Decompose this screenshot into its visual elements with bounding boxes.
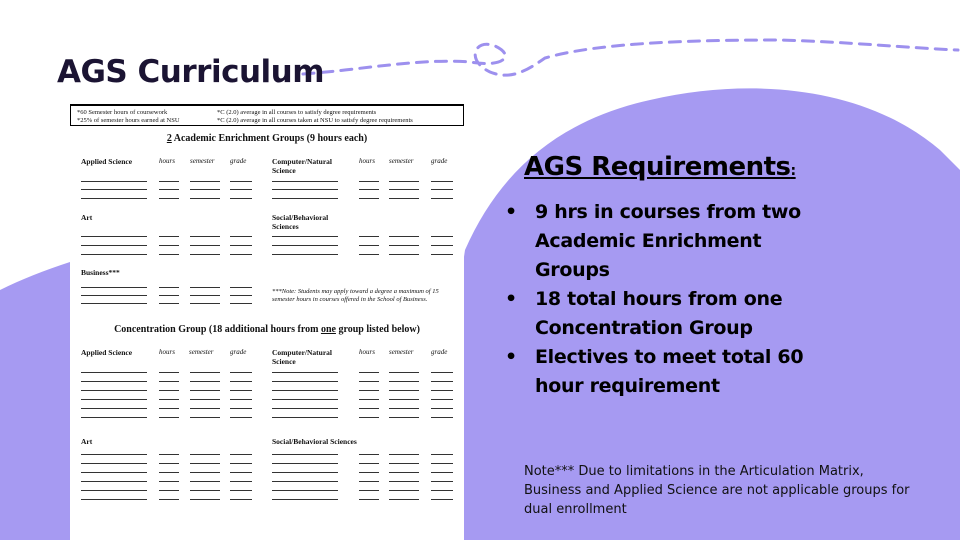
blank-line [159,189,179,190]
bullet-icon: • [505,346,517,368]
blank-line [81,189,147,190]
blank-line [389,372,419,373]
col-grade-3: grade [230,348,247,356]
blank-line [272,245,338,246]
blank-line [272,181,338,182]
blank-line [81,245,147,246]
blank-line [230,372,252,373]
blank-line [389,481,419,482]
blank-line [359,463,379,464]
blank-line [272,454,338,455]
blank-line [272,372,338,373]
blank-line [190,287,220,288]
blank-line [190,295,220,296]
blank-line [431,463,453,464]
enrichment-heading: 2 Academic Enrichment Groups (9 hours each) [166,133,368,144]
col-grade-4: grade [431,348,448,356]
blank-line [81,303,147,304]
blank-line [190,481,220,482]
blank-line [230,181,252,182]
blank-line [159,381,179,382]
blank-line [81,408,147,409]
blank-line [359,236,379,237]
blank-line [159,198,179,199]
blank-line [359,490,379,491]
blank-line [431,490,453,491]
blank-line [230,254,252,255]
blank-line [190,381,220,382]
blank-line [190,399,220,400]
blank-line [272,490,338,491]
blank-line [230,245,252,246]
blank-line [81,198,147,199]
blank-line [272,481,338,482]
blank-line [389,390,419,391]
blank-line [190,236,220,237]
blank-line [230,390,252,391]
blank-line [389,408,419,409]
blank-line [389,181,419,182]
blank-line [190,303,220,304]
blank-line [81,287,147,288]
blank-line [190,454,220,455]
col-semester-3: semester [189,348,214,356]
blank-line [431,399,453,400]
blank-line [359,454,379,455]
blank-line [159,417,179,418]
blank-line [431,481,453,482]
col-hours-3: hours [159,348,175,356]
blank-line [190,408,220,409]
blank-line [190,463,220,464]
bullet-icon: • [505,201,517,223]
blank-line [431,417,453,418]
blank-line [389,417,419,418]
blank-line [272,381,338,382]
blank-line [389,399,419,400]
blank-line [359,399,379,400]
blank-line [230,481,252,482]
blank-line [272,417,338,418]
blank-line [190,499,220,500]
blank-line [389,472,419,473]
blank-line [81,390,147,391]
col-grade-2: grade [431,157,448,165]
blank-line [81,454,147,455]
blank-line [230,417,252,418]
blank-line [359,372,379,373]
blank-line [272,472,338,473]
blank-line [431,408,453,409]
blank-line [359,390,379,391]
blank-line [431,236,453,237]
req-coursework: *60 Semester hours of coursework [77,109,168,116]
blank-line [272,198,338,199]
blank-line [359,417,379,418]
blank-line [190,181,220,182]
blank-line [159,463,179,464]
col-hours-4: hours [359,348,375,356]
blank-line [389,490,419,491]
blank-line [230,198,252,199]
blank-line [272,236,338,237]
blank-line [389,245,419,246]
blank-line [230,472,252,473]
requirements-list [505,198,835,401]
blank-line [230,408,252,409]
blank-line [190,198,220,199]
blank-line [272,463,338,464]
blank-line [230,295,252,296]
blank-line [190,472,220,473]
curriculum-form-image [70,104,464,540]
blank-line [431,181,453,182]
blank-line [230,463,252,464]
blank-line [159,454,179,455]
applied-science-label: Applied Science [81,157,133,166]
blank-line [190,254,220,255]
blank-line [359,254,379,255]
blank-line [159,295,179,296]
blank-line [359,472,379,473]
requirements-title: AGS Requirements: [524,152,796,182]
blank-line [389,236,419,237]
col-grade: grade [230,157,247,165]
blank-line [359,481,379,482]
blank-line [159,390,179,391]
requirement-item: • 9 hrs in courses from two Academic Enrichment Groups [505,198,835,285]
blank-line [389,499,419,500]
blank-line [81,254,147,255]
blank-line [389,198,419,199]
requirement-item: • 18 total hours from one Concentration Group [505,285,835,343]
blank-line [190,390,220,391]
blank-line [159,399,179,400]
col-semester-4: semester [389,348,414,356]
blank-line [431,472,453,473]
blank-line [230,303,252,304]
blank-line [81,499,147,500]
req-average-nsu: *C (2.0) average in all courses taken at NSU to satisfy degree requirements [217,117,413,124]
blank-line [272,189,338,190]
blank-line [190,417,220,418]
blank-line [431,254,453,255]
blank-line [159,372,179,373]
blank-line [359,499,379,500]
blank-line [159,490,179,491]
blank-line [190,245,220,246]
blank-line [81,372,147,373]
blank-line [389,454,419,455]
blank-line [272,399,338,400]
req-average-all: *C (2.0) average in all courses to satisfy degree requirements [217,109,377,116]
blank-line [81,490,147,491]
blank-line [272,499,338,500]
blank-line [389,463,419,464]
col-semester-2: semester [389,157,414,165]
blank-line [230,454,252,455]
blank-line [272,254,338,255]
blank-line [159,408,179,409]
form-requirements-header [70,104,464,126]
col-hours-2: hours [359,157,375,165]
blank-line [81,381,147,382]
blank-line [159,481,179,482]
computer-natural-label: Computer/Natural Science [272,157,332,175]
business-note: ***Note: Students may apply toward a degree a maximum of 15 semester hours in courses offered in the School of Business. [272,288,439,303]
applied-science-label-2: Applied Science [81,348,133,357]
blank-line [359,181,379,182]
blank-line [431,372,453,373]
blank-line [359,245,379,246]
business-label: Business*** [81,268,120,277]
slide-title: AGS Curriculum [57,54,325,90]
dashed-squiggle [303,40,958,75]
blank-line [159,303,179,304]
bullet-icon: • [505,288,517,310]
blank-line [190,372,220,373]
purple-blob-left [0,262,70,540]
art-label: Art [81,213,93,222]
social-behavioral-label-2: Social/Behavioral Sciences [272,437,357,446]
blank-line [190,189,220,190]
blank-line [272,390,338,391]
blank-line [431,189,453,190]
blank-line [359,198,379,199]
blank-line [359,381,379,382]
blank-line [81,472,147,473]
blank-line [159,254,179,255]
blank-line [389,381,419,382]
blank-line [230,236,252,237]
blank-line [81,463,147,464]
blank-line [230,287,252,288]
blank-line [81,399,147,400]
blank-line [230,381,252,382]
blank-line [431,381,453,382]
req-nsu-hours: *25% of semester hours earned at NSU [77,117,180,124]
blank-line [81,295,147,296]
concentration-heading: Concentration Group (18 additional hours from one group listed below) [114,324,420,335]
blank-line [359,408,379,409]
blank-line [81,181,147,182]
blank-line [81,236,147,237]
col-semester: semester [190,157,215,165]
blank-line [230,490,252,491]
blank-line [230,189,252,190]
requirement-item: • Electives to meet total 60 hour requirement [505,343,835,401]
blank-line [389,254,419,255]
blank-line [431,499,453,500]
blank-line [159,472,179,473]
blank-line [159,236,179,237]
social-behavioral-label: Social/Behavioral Sciences [272,213,329,231]
blank-line [159,287,179,288]
blank-line [159,499,179,500]
blank-line [431,390,453,391]
blank-line [431,198,453,199]
blank-line [159,245,179,246]
art-label-2: Art [81,437,93,446]
col-hours: hours [159,157,175,165]
blank-line [230,499,252,500]
blank-line [272,408,338,409]
blank-line [190,490,220,491]
blank-line [159,181,179,182]
computer-natural-label-2: Computer/Natural Science [272,348,332,366]
blank-line [431,245,453,246]
blank-line [359,189,379,190]
blank-line [81,417,147,418]
blank-line [81,481,147,482]
blank-line [230,399,252,400]
blank-line [431,454,453,455]
blank-line [389,189,419,190]
dual-enrollment-note: Note*** Due to limitations in the Articulation Matrix, Business and Applied Science are not applicable groups for dual enrollment [524,464,910,517]
